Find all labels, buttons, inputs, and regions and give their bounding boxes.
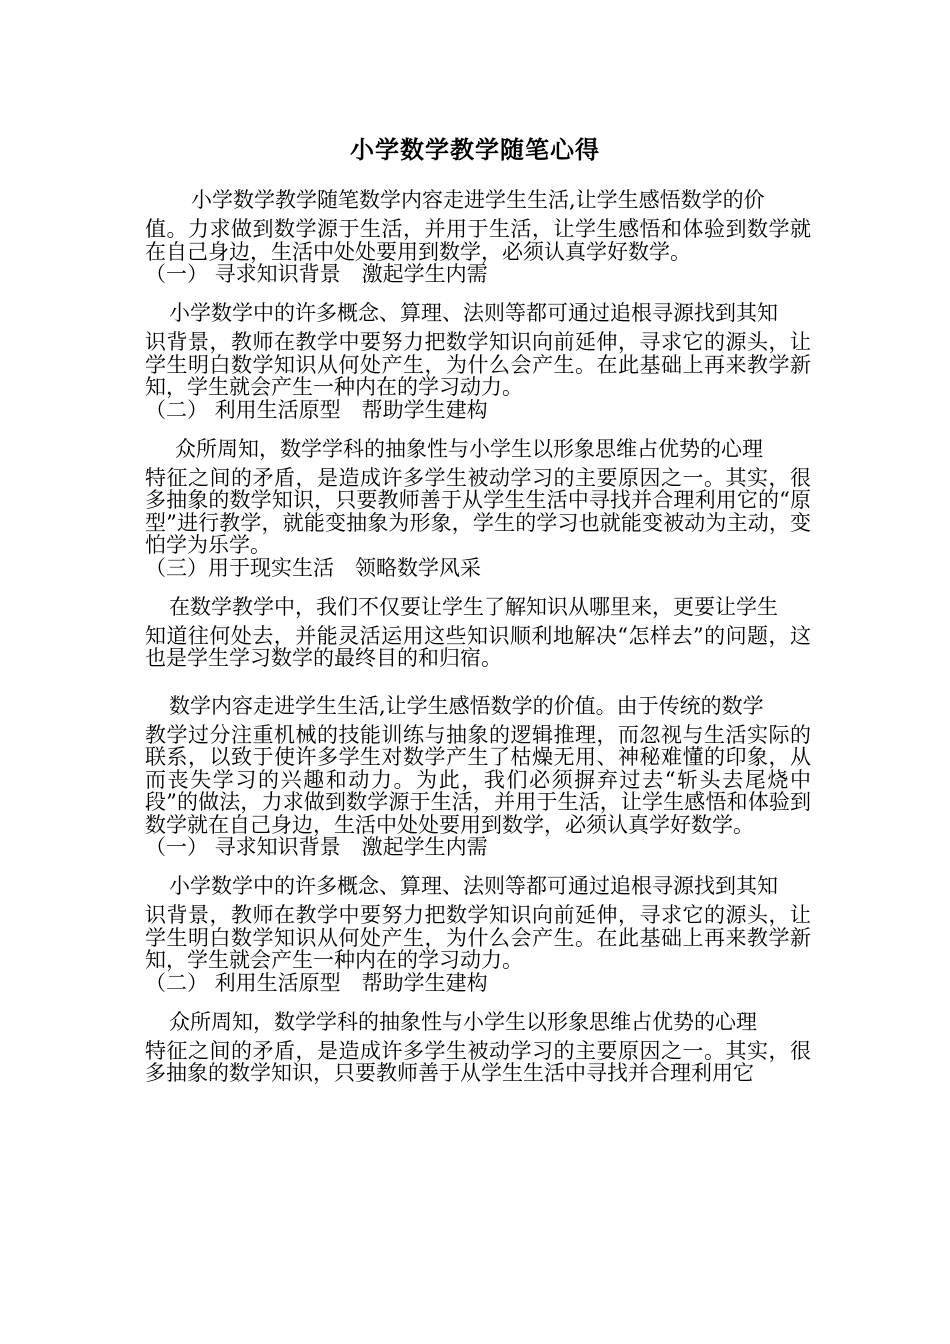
- paragraph-body: 识背景，教师在教学中要努力把数学知识向前延伸，寻求它的源头，让学生明白数学知识从何处产生，为什么会产生。在此基础上再来教学新知，学生就会产生一种内在的学习动力。: [145, 330, 811, 399]
- document-title: 小学数学教学随笔心得: [350, 135, 600, 164]
- section-heading: （二） 利用生活原型 帮助学生建构: [145, 397, 488, 422]
- paragraph: [145, 688, 811, 837]
- paragraph-body: 特征之间的矛盾，是造成许多学生被动学习的主要原因之一。其实，很多抽象的数学知识，只要教师善于从学生生活中寻找并合理利用它: [145, 1038, 811, 1085]
- paragraph-first-line: 小学数学教学随笔数学内容走进学生生活,让学生感悟数学的价: [191, 188, 765, 212]
- paragraph: [145, 295, 811, 399]
- paragraph-body: 教学过分注重机械的技能训练与抽象的逻辑推理，而忽视与生活实际的联系，以致于使许多学生对数学产生了枯燥无用、神秘难懂的印象，从而丧失学习的兴趣和动力。为此，我们必须摒弃过去“斩头去尾烧中段”的做法，力求做到数学源于生活，并用于生活，让学生感悟和体验到数学就在自己身边，生活中处处要用到数学，必须认真学好数学。: [145, 722, 811, 837]
- paragraph: [145, 1004, 811, 1085]
- paragraph-body: 识背景，教师在教学中要努力把数学知识向前延伸，寻求它的源头，让学生明白数学知识从何处产生，为什么会产生。在此基础上再来教学新知，学生就会产生一种内在的学习动力。: [145, 903, 811, 972]
- section-heading: （一） 寻求知识背景 激起学生内需: [145, 262, 488, 286]
- paragraph-first-line: 小学数学中的许多概念、算理、法则等都可通过追根寻源找到其知: [169, 301, 778, 325]
- paragraph-first-line: 众所周知，数学学科的抽象性与小学生以形象思维占优势的心理: [169, 1009, 757, 1034]
- paragraph: [145, 182, 811, 263]
- paragraph-body: 知道往何处去，并能灵活运用这些知识顺利地解决“怎样去”的问题，这也是学生学习数学的最终目的和归宿。: [145, 623, 811, 670]
- paragraph-body: 值。力求做到数学源于生活，并用于生活，让学生感悟和体验到数学就在自己身边，生活中处处要用到数学，必须认真学好数学。: [145, 217, 811, 264]
- paragraph: [145, 868, 811, 972]
- document-body: [145, 182, 811, 1103]
- paragraph: [145, 589, 811, 670]
- paragraph: [145, 431, 811, 557]
- paragraph-first-line: 小学数学中的许多概念、算理、法则等都可通过追根寻源找到其知: [169, 874, 778, 898]
- paragraph-first-line: 数学内容走进学生生活,让学生感悟数学的价值。由于传统的数学: [169, 693, 764, 718]
- section-heading: （二） 利用生活原型 帮助学生建构: [145, 970, 488, 995]
- section-heading: （一） 寻求知识背景 激起学生内需: [145, 835, 488, 859]
- section-heading: （三）用于现实生活 领略数学风采: [145, 555, 481, 580]
- paragraph-body: 特征之间的矛盾，是造成许多学生被动学习的主要原因之一。其实，很多抽象的数学知识，只要教师善于从学生生活中寻找并合理利用它的“原型”进行教学，就能变抽象为形象，学生的学习也就能变被动为主动，变怕学为乐学。: [145, 465, 811, 557]
- paragraph-first-line: 在数学教学中，我们不仅要让学生了解知识从哪里来，更要让学生: [169, 594, 778, 619]
- paragraph-first-line: 众所周知，数学学科的抽象性与小学生以形象思维占优势的心理: [175, 436, 763, 461]
